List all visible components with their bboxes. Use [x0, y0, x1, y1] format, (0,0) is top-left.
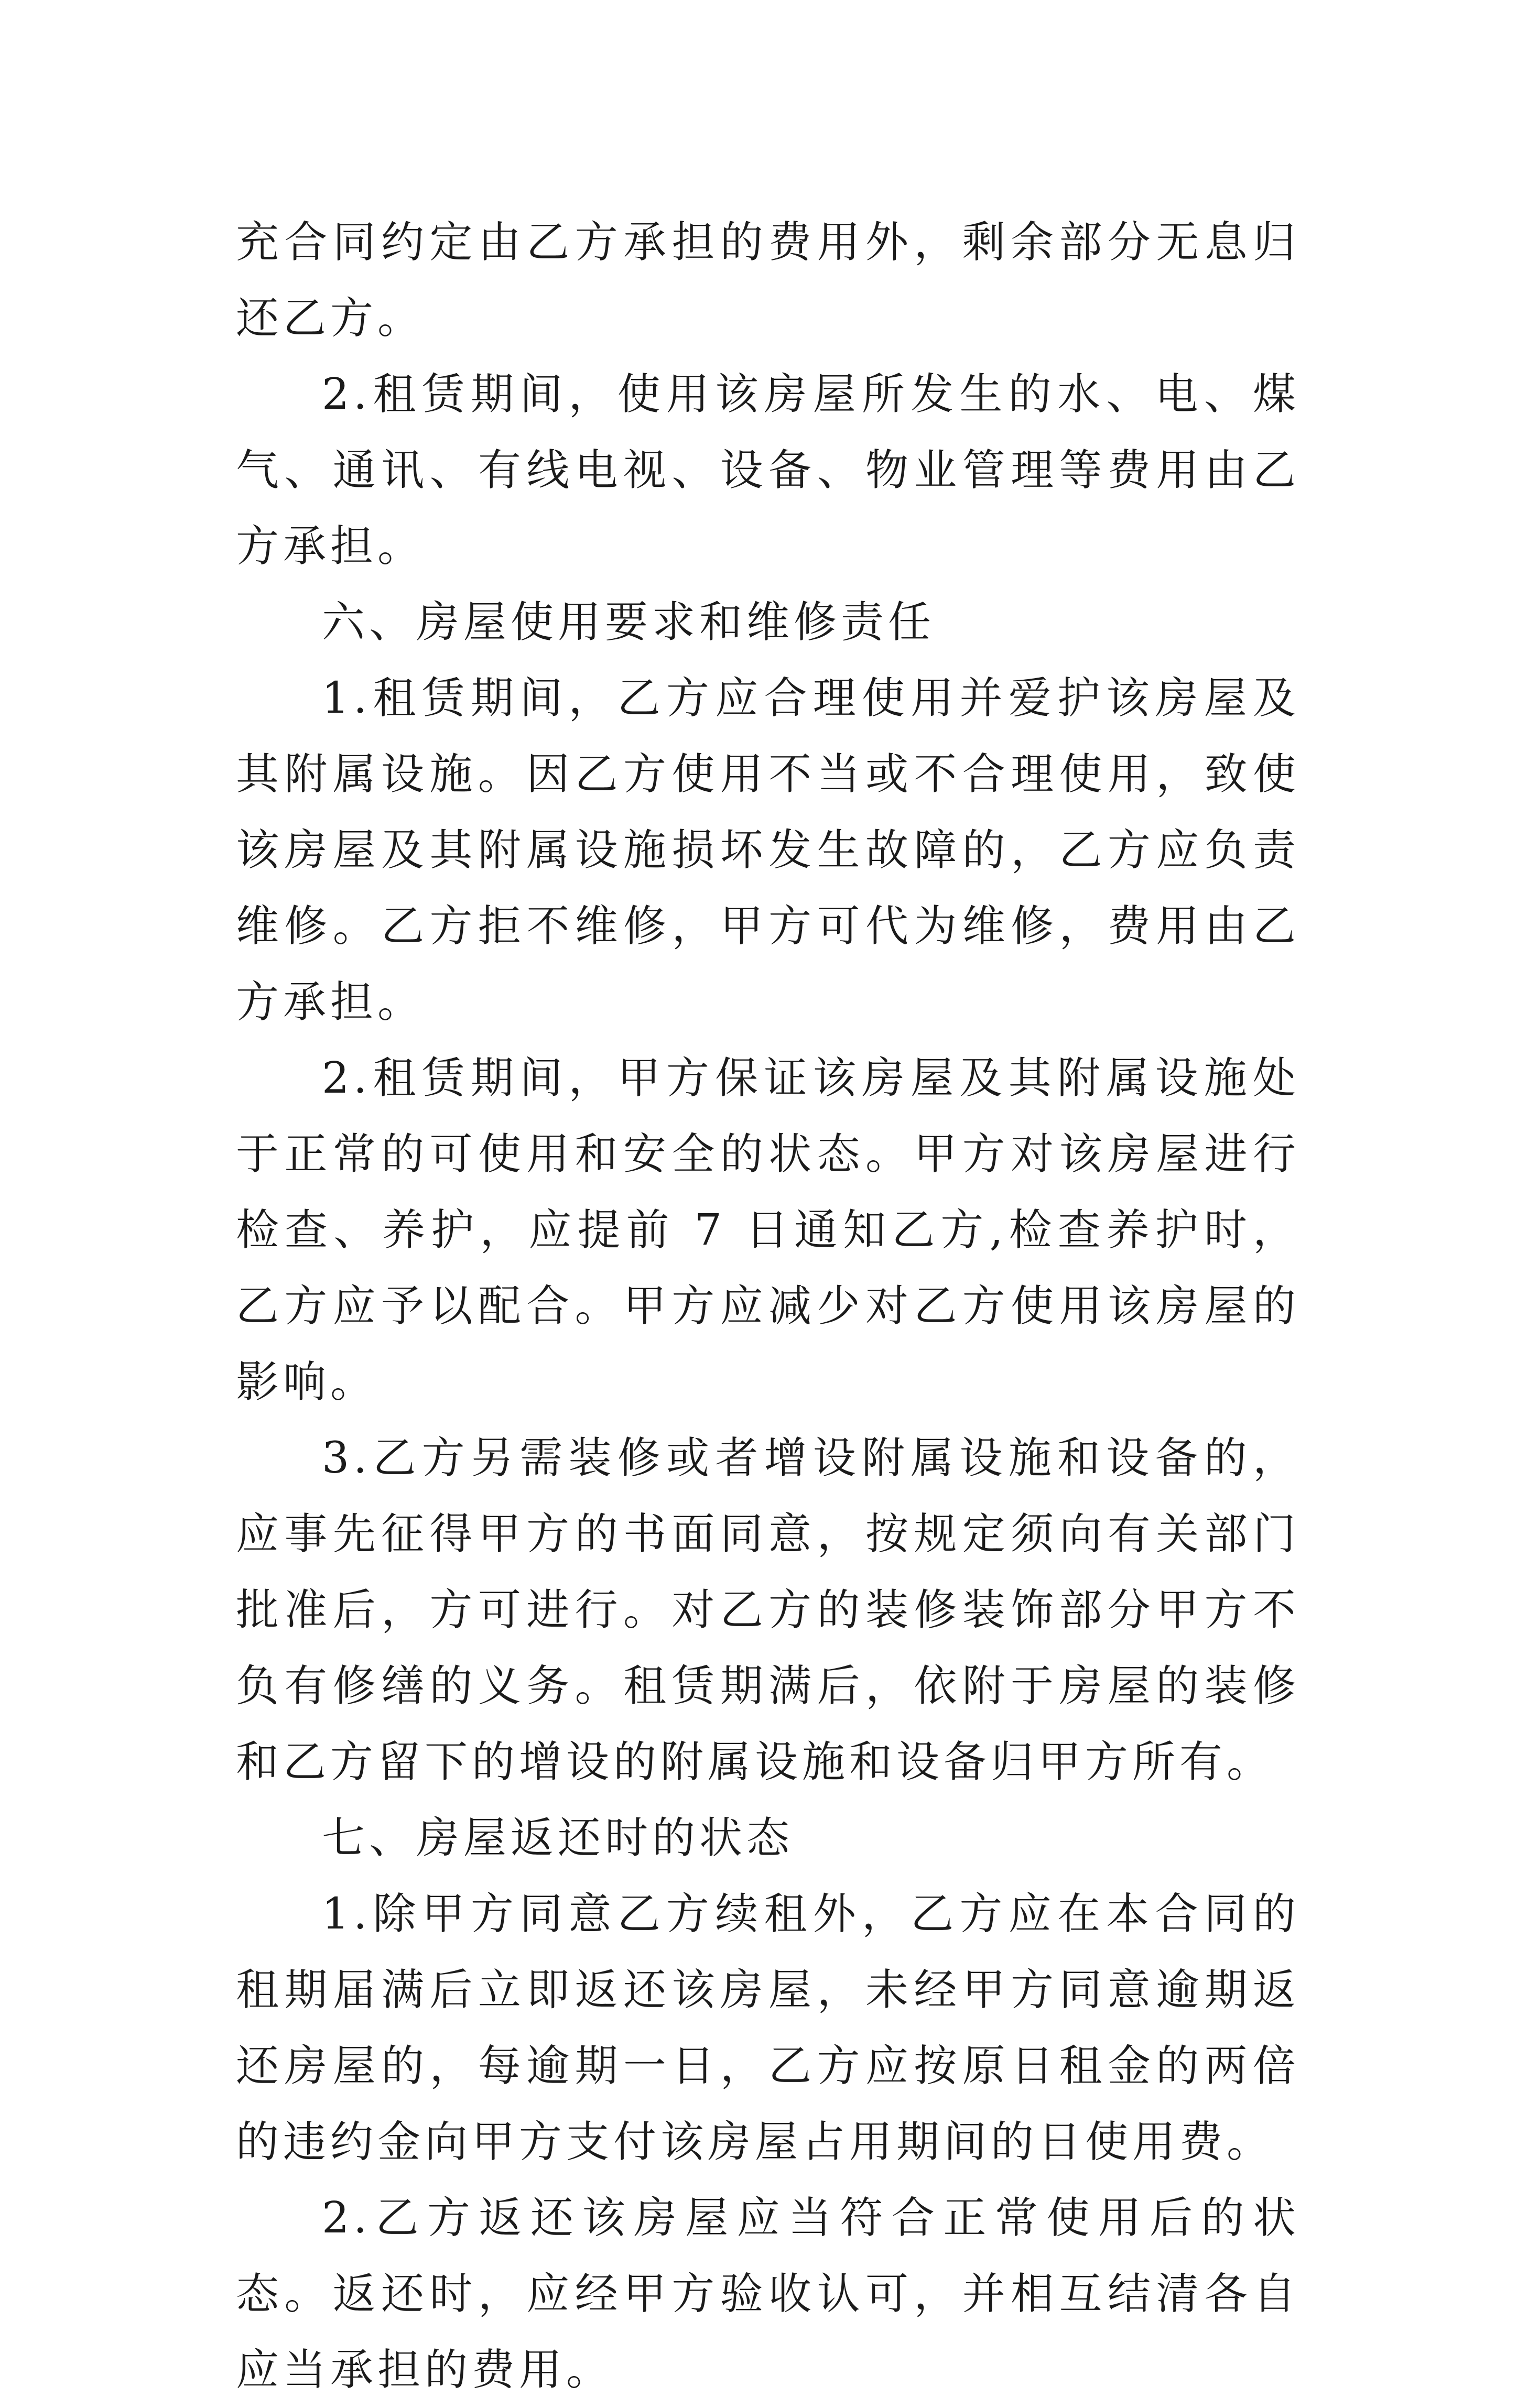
- clause-5-2: 2.租赁期间，使用该房屋所发生的水、电、煤气、通讯、有线电视、设备、物业管理等费用由乙方承担。: [236, 369, 1300, 571]
- clause-6-1: 1.租赁期间，乙方应合理使用并爱护该房屋及其附属设施。因乙方使用不当或不合理使用，致使该房屋及其附属设施损坏发生故障的，乙方应负责维修。乙方拒不维修，甲方可代为维修，费用由乙方承担。: [236, 673, 1300, 1027]
- clause-7-1: 1.除甲方同意乙方续租外，乙方应在本合同的租期届满后立即返还该房屋，未经甲方同意逾期返还房屋的，每逾期一日，乙方应按原日租金的两倍的违约金向甲方支付该房屋占用期间的日使用费。: [236, 1889, 1300, 2167]
- paragraph-continuation: 充合同约定由乙方承担的费用外，剩余部分无息归还乙方。: [236, 217, 1300, 343]
- section-heading-6: 六、房屋使用要求和维修责任: [322, 597, 936, 647]
- clause-6-2: 2.租赁期间，甲方保证该房屋及其附属设施处于正常的可使用和安全的状态。甲方对该房屋进行检查、养护，应提前 7 日通知乙方,检查养护时，乙方应予以配合。甲方应减少对乙方使用该房屋的影响。: [236, 1053, 1300, 1407]
- clause-6-3: 3.乙方另需装修或者增设附属设施和设备的，应事先征得甲方的书面同意，按规定须向有关部门批准后，方可进行。对乙方的装修装饰部分甲方不负有修缮的义务。租赁期满后，依附于房屋的装修和乙方留下的增设的附属设施和设备归甲方所有。: [236, 1433, 1300, 1787]
- section-heading-7: 七、房屋返还时的状态: [322, 1813, 794, 1863]
- clause-7-2: 2.乙方返还该房屋应当符合正常使用后的状态。返还时，应经甲方验收认可，并相互结清各自应当承担的费用。: [236, 2193, 1300, 2395]
- contract-body: [236, 204, 1300, 2408]
